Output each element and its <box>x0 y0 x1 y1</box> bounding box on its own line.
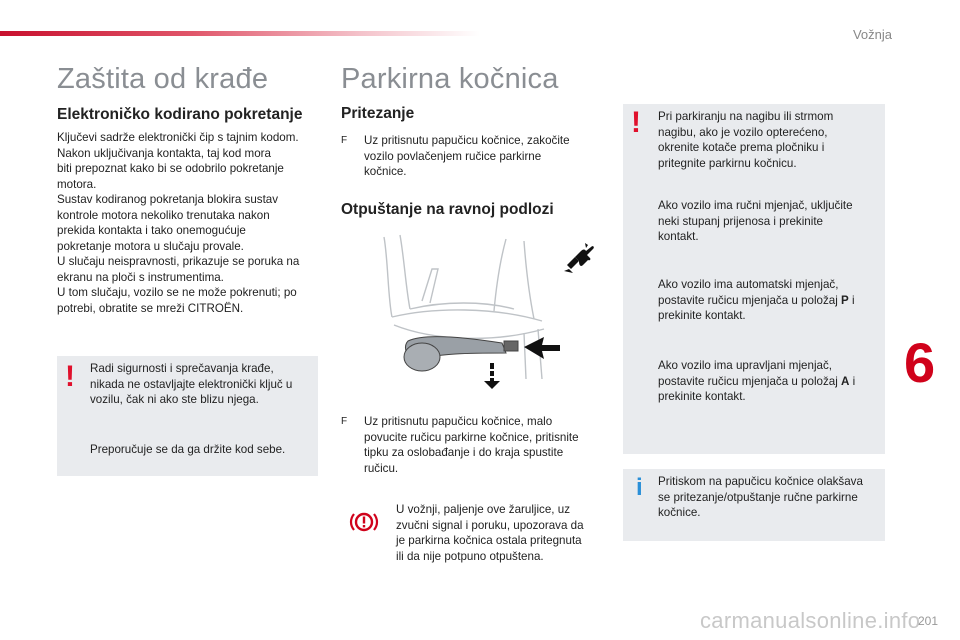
page-number: 201 <box>917 614 938 628</box>
text-line: kontakt. <box>658 230 699 243</box>
text-line: pokretanje motora u slučaju provale. <box>57 239 244 253</box>
text-line: nagibu, ako je vozilo opterećeno, <box>658 125 828 139</box>
info-text <box>658 474 882 521</box>
robotised-gearbox-text <box>658 358 880 405</box>
text-line: Uz pritisnutu papučicu kočnice, zakočite <box>364 134 570 147</box>
text-line: U vožnji, paljenje ove žaruljice, uz <box>396 503 570 516</box>
apply-heading: Pritezanje <box>341 105 415 122</box>
brake-warning-icon <box>349 507 379 537</box>
text-line: Nakon uključivanja kontakta, taj kod mora <box>57 146 271 160</box>
bullet-marker: F <box>341 416 348 427</box>
coded-start-heading: Elektroničko kodirano pokretanje <box>57 106 303 123</box>
apply-bullet <box>341 133 611 183</box>
text-line: Ako vozilo ima upravljani mjenjač, <box>658 359 832 372</box>
text-line: Radi sigurnosti i sprečavanja krađe, <box>90 362 274 375</box>
handbrake-illustration <box>374 229 564 389</box>
text-line: prekinite kontakt. <box>658 309 746 322</box>
text-line: Sustav kodiranog pokretanja blokira sustav <box>57 193 279 206</box>
text-line: povucite ručicu parkirne kočnice, pritisnite <box>364 430 579 444</box>
text-line: nikada ne ostavljajte elektronički ključ u <box>90 377 293 391</box>
chapter-accent-bar <box>0 31 480 36</box>
text-line: Pritiskom na papučicu kočnice olakšava <box>658 475 863 488</box>
hand-brake-icon <box>561 239 597 275</box>
text-line: vozilo povlačenjem ručice parkirne <box>364 149 542 163</box>
text-line <box>658 293 880 309</box>
text-line: U tom slučaju, vozilo se ne može pokrenuti; po <box>57 286 297 299</box>
text-line: pritegnite parkirnu kočnicu. <box>658 156 797 170</box>
watermark: carmanualsonline.info <box>700 608 921 633</box>
text-line <box>658 374 880 390</box>
brake-alert-note <box>396 502 606 564</box>
anti-theft-title: Zaštita od krađe <box>57 63 269 95</box>
text-line: Ako vozilo ima automatski mjenjač, <box>658 278 839 291</box>
text-line: se pritezanje/otpuštanje ručne parkirne <box>658 490 858 504</box>
text-line: kontrole motora nekoliko trenutaka nakon <box>57 208 270 222</box>
warning-icon: ! <box>65 360 75 393</box>
info-icon: i <box>636 474 643 501</box>
text-line: ili da nije potpuno otpuštena. <box>396 549 544 563</box>
text-line: kočnice. <box>364 165 407 178</box>
text-line: kočnice. <box>658 506 701 519</box>
text-line: Preporučuje se da ga držite kod sebe. <box>90 443 286 456</box>
release-text <box>364 414 579 476</box>
text-line: tipku za oslobađanje i do kraja spustite <box>364 446 564 459</box>
text-span: postavite ručicu mjenjača u položaj <box>658 293 842 307</box>
gear-position-a: A <box>841 374 850 388</box>
key-warning-advice <box>90 442 315 458</box>
info-box <box>623 469 885 541</box>
automatic-gearbox-text <box>658 277 880 324</box>
text-line: potrebi, obratite se mreži CITROËN. <box>57 301 244 315</box>
text-line: Ako vozilo ima ručni mjenjač, uključite <box>658 199 853 212</box>
text-line: okrenite kotače prema pločniku i <box>658 141 825 154</box>
text-line: motora. <box>57 177 97 191</box>
text-span: i <box>848 293 855 307</box>
text-line: ekranu na ploči s instrumentima. <box>57 270 224 284</box>
slope-text <box>658 109 880 171</box>
gear-position-p: P <box>841 293 849 307</box>
bullet-marker: F <box>341 135 348 146</box>
text-line: biti prepoznat kako bi se odobrilo pokretanje <box>57 162 284 175</box>
text-line: neki stupanj prijenosa i prekinite <box>658 214 823 228</box>
chapter-number: 6 <box>904 331 936 394</box>
release-bullet <box>341 414 611 478</box>
release-heading: Otpuštanje na ravnoj podlozi <box>341 201 554 218</box>
manual-gearbox-text <box>658 198 880 245</box>
apply-text <box>364 133 570 180</box>
text-line: Ključevi sadrže elektronički čip s tajnim kodom. <box>57 131 299 144</box>
text-line: U slučaju neispravnosti, prikazuje se poruka na <box>57 255 300 268</box>
text-span: i <box>849 374 856 388</box>
text-line: prekida kontakta i tako onemogućuje <box>57 224 246 237</box>
parking-brake-title: Parkirna kočnica <box>341 63 559 95</box>
text-span: postavite ručicu mjenjača u položaj <box>658 374 842 388</box>
text-line: zvučni signal i poruku, upozorava da <box>396 518 584 532</box>
key-warning-box <box>57 356 318 476</box>
coded-start-text <box>57 130 322 316</box>
warning-icon: ! <box>631 106 641 139</box>
text-line: je parkirna kočnica ostala pritegnuta <box>396 534 582 547</box>
text-line: vozilu, čak ni ako ste blizu njega. <box>90 393 259 406</box>
section-label: Vožnja <box>852 27 892 42</box>
parking-warning-box <box>623 104 885 454</box>
text-line: ručicu. <box>364 461 399 475</box>
key-warning-text <box>90 361 315 408</box>
text-line: Uz pritisnutu papučicu kočnice, malo <box>364 415 553 428</box>
text-line: Pri parkiranju na nagibu ili strmom <box>658 110 834 123</box>
text-line: prekinite kontakt. <box>658 390 746 403</box>
